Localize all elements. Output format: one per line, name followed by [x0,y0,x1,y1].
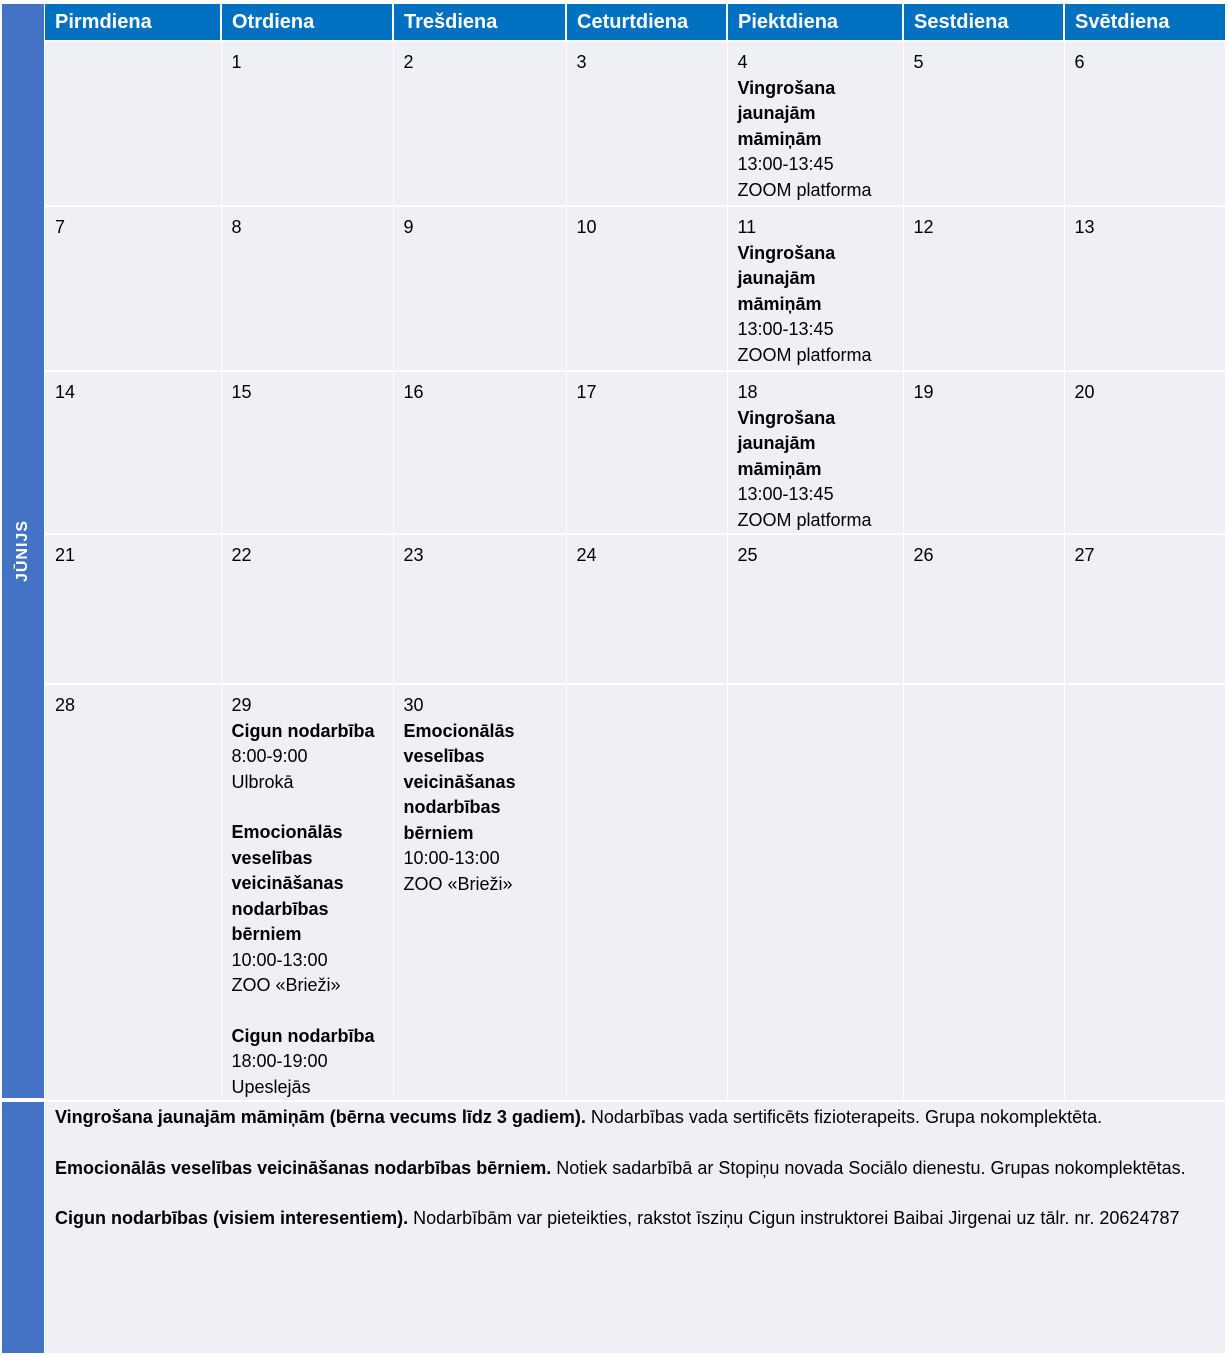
note-text: Nodarbībām var pieteikties, rakstot īsziņu Cigun instruktorei Baibai Jirgenai uz tālr. nr. 20624787 [408,1208,1180,1228]
day-number: 2 [403,52,414,72]
day-number: 15 [231,382,252,402]
event-time: 13:00-13:45 [737,319,834,339]
day-number: 22 [231,545,252,565]
day-number: 21 [55,545,76,565]
event-title: bērniem [403,822,474,843]
day-number: 3 [576,52,587,72]
day-cell [1064,41,1225,206]
day-cell [393,534,566,684]
event-time: 8:00-9:00 [231,746,308,766]
event-place: Upeslejās [231,1076,311,1097]
day-number: 16 [403,382,424,402]
day-cell [727,41,903,206]
day-cell [727,534,903,684]
event-place: ZOO «Brieži» [403,873,513,894]
event-time: 18:00-19:00 [231,1051,328,1071]
day-cell [393,371,566,534]
day-cell [727,206,903,371]
day-cell-empty [727,684,903,1101]
event-title: māmiņām [737,458,822,479]
notes-side-bar [2,1102,44,1353]
day-cell [727,371,903,534]
day-cell [903,371,1064,534]
event-title: nodarbības [403,797,501,817]
day-number: 19 [913,382,934,402]
day-cell [393,206,566,371]
month-label: JŪNIJS [14,519,31,583]
day-cell [221,371,393,534]
event-time: 13:00-13:45 [737,484,834,504]
day-cell-empty [566,684,727,1101]
month-side-bar [2,4,44,1098]
day-number: 25 [737,545,758,565]
event-place: ZOOM platforma [737,179,872,200]
event-title: veselības [403,746,485,766]
day-number: 10 [576,217,597,237]
day-number: 24 [576,545,597,565]
day-number: 1 [231,52,242,72]
day-number: 8 [231,217,242,237]
event-title: Emocionālās [403,720,515,741]
note-paragraph [55,1105,1215,1131]
event-place: ZOOM platforma [737,344,872,365]
weekday-header-row [45,4,1225,41]
week-row [45,371,1225,534]
event-title: jaunajām [737,103,816,123]
day-number: 4 [737,52,748,72]
week-row [45,684,1225,1101]
notes-panel [45,1102,1225,1353]
day-cell [221,206,393,371]
note-heading: Emocionālās veselības veicināšanas nodarbības bērniem. [55,1157,552,1178]
day-number: 26 [913,545,934,565]
day-number: 30 [403,695,424,715]
weekday-header: Piektdiena [727,4,903,41]
event-title: māmiņām [737,128,822,149]
day-number: 13 [1074,217,1095,237]
note-text: Notiek sadarbībā ar Stopiņu novada Sociālo dienestu. Grupas nokomplektētas. [551,1157,1186,1178]
day-cell [903,206,1064,371]
event-time: 13:00-13:45 [737,154,834,174]
day-cell [221,684,393,1101]
note-heading: Vingrošana jaunajām māmiņām (bērna vecums līdz 3 gadiem). [55,1107,586,1127]
day-number: 27 [1074,545,1095,565]
day-number: 7 [55,217,66,237]
day-cell [1064,534,1225,684]
day-number: 17 [576,382,597,402]
note-paragraph [55,1206,1215,1232]
day-number: 5 [913,52,924,72]
day-number: 20 [1074,382,1095,402]
event-title: Vingrošana [737,407,836,428]
event-title: Vingrošana [737,242,836,263]
event-title: veicināšanas [403,771,516,792]
note-paragraph [55,1156,1215,1182]
week-row [45,206,1225,371]
event-title: jaunajām [737,433,816,453]
weekday-header: Otrdiena [221,4,393,41]
event-title: māmiņām [737,293,822,314]
weekday-header: Svētdiena [1064,4,1225,41]
note-text: Nodarbības vada sertificēts fizioterapeits. Grupa nokomplektēta. [585,1107,1103,1127]
event-place: ZOOM platforma [737,509,872,530]
day-cell [45,684,221,1101]
day-cell-empty [1064,684,1225,1101]
note-heading: Cigun nodarbības (visiem interesentiem). [55,1208,409,1228]
event-title: bērniem [231,924,302,944]
day-cell [903,41,1064,206]
day-cell-empty [903,684,1064,1101]
weekday-header: Pirmdiena [45,4,221,41]
day-cell [1064,206,1225,371]
day-cell [45,206,221,371]
day-number: 11 [737,217,757,237]
day-cell [45,371,221,534]
week-row [45,534,1225,684]
day-cell-empty [45,41,221,206]
event-title: jaunajām [737,268,816,288]
weekday-header: Ceturtdiena [566,4,727,41]
event-place: Ulbrokā [231,771,294,792]
event-title: Cigun nodarbība [231,720,375,741]
event-title: veselības [231,847,313,868]
day-number: 23 [403,545,424,565]
day-cell [566,534,727,684]
day-number: 18 [737,382,758,402]
day-cell [45,534,221,684]
day-number: 9 [403,217,414,237]
day-cell [566,41,727,206]
day-cell [393,41,566,206]
event-place: ZOO «Brieži» [231,975,341,995]
day-number: 6 [1074,52,1085,72]
day-number: 29 [231,695,252,715]
event-title: Emocionālās [231,822,343,842]
week-row [45,41,1225,206]
day-cell [393,684,566,1101]
day-cell [903,534,1064,684]
calendar-table [45,4,1225,1102]
event-time: 10:00-13:00 [231,949,328,970]
day-cell [221,534,393,684]
event-time: 10:00-13:00 [403,848,500,868]
day-number: 14 [55,382,76,402]
day-cell [1064,371,1225,534]
event-title: Cigun nodarbība [231,1025,375,1046]
event-title: Vingrošana [737,77,836,98]
day-cell [566,206,727,371]
event-title: nodarbības [231,898,329,919]
weekday-header: Trešdiena [393,4,566,41]
day-number: 28 [55,695,76,715]
day-cell [566,371,727,534]
day-cell [221,41,393,206]
day-number: 12 [913,217,934,237]
event-title: veicināšanas [231,873,344,893]
weekday-header: Sestdiena [903,4,1064,41]
